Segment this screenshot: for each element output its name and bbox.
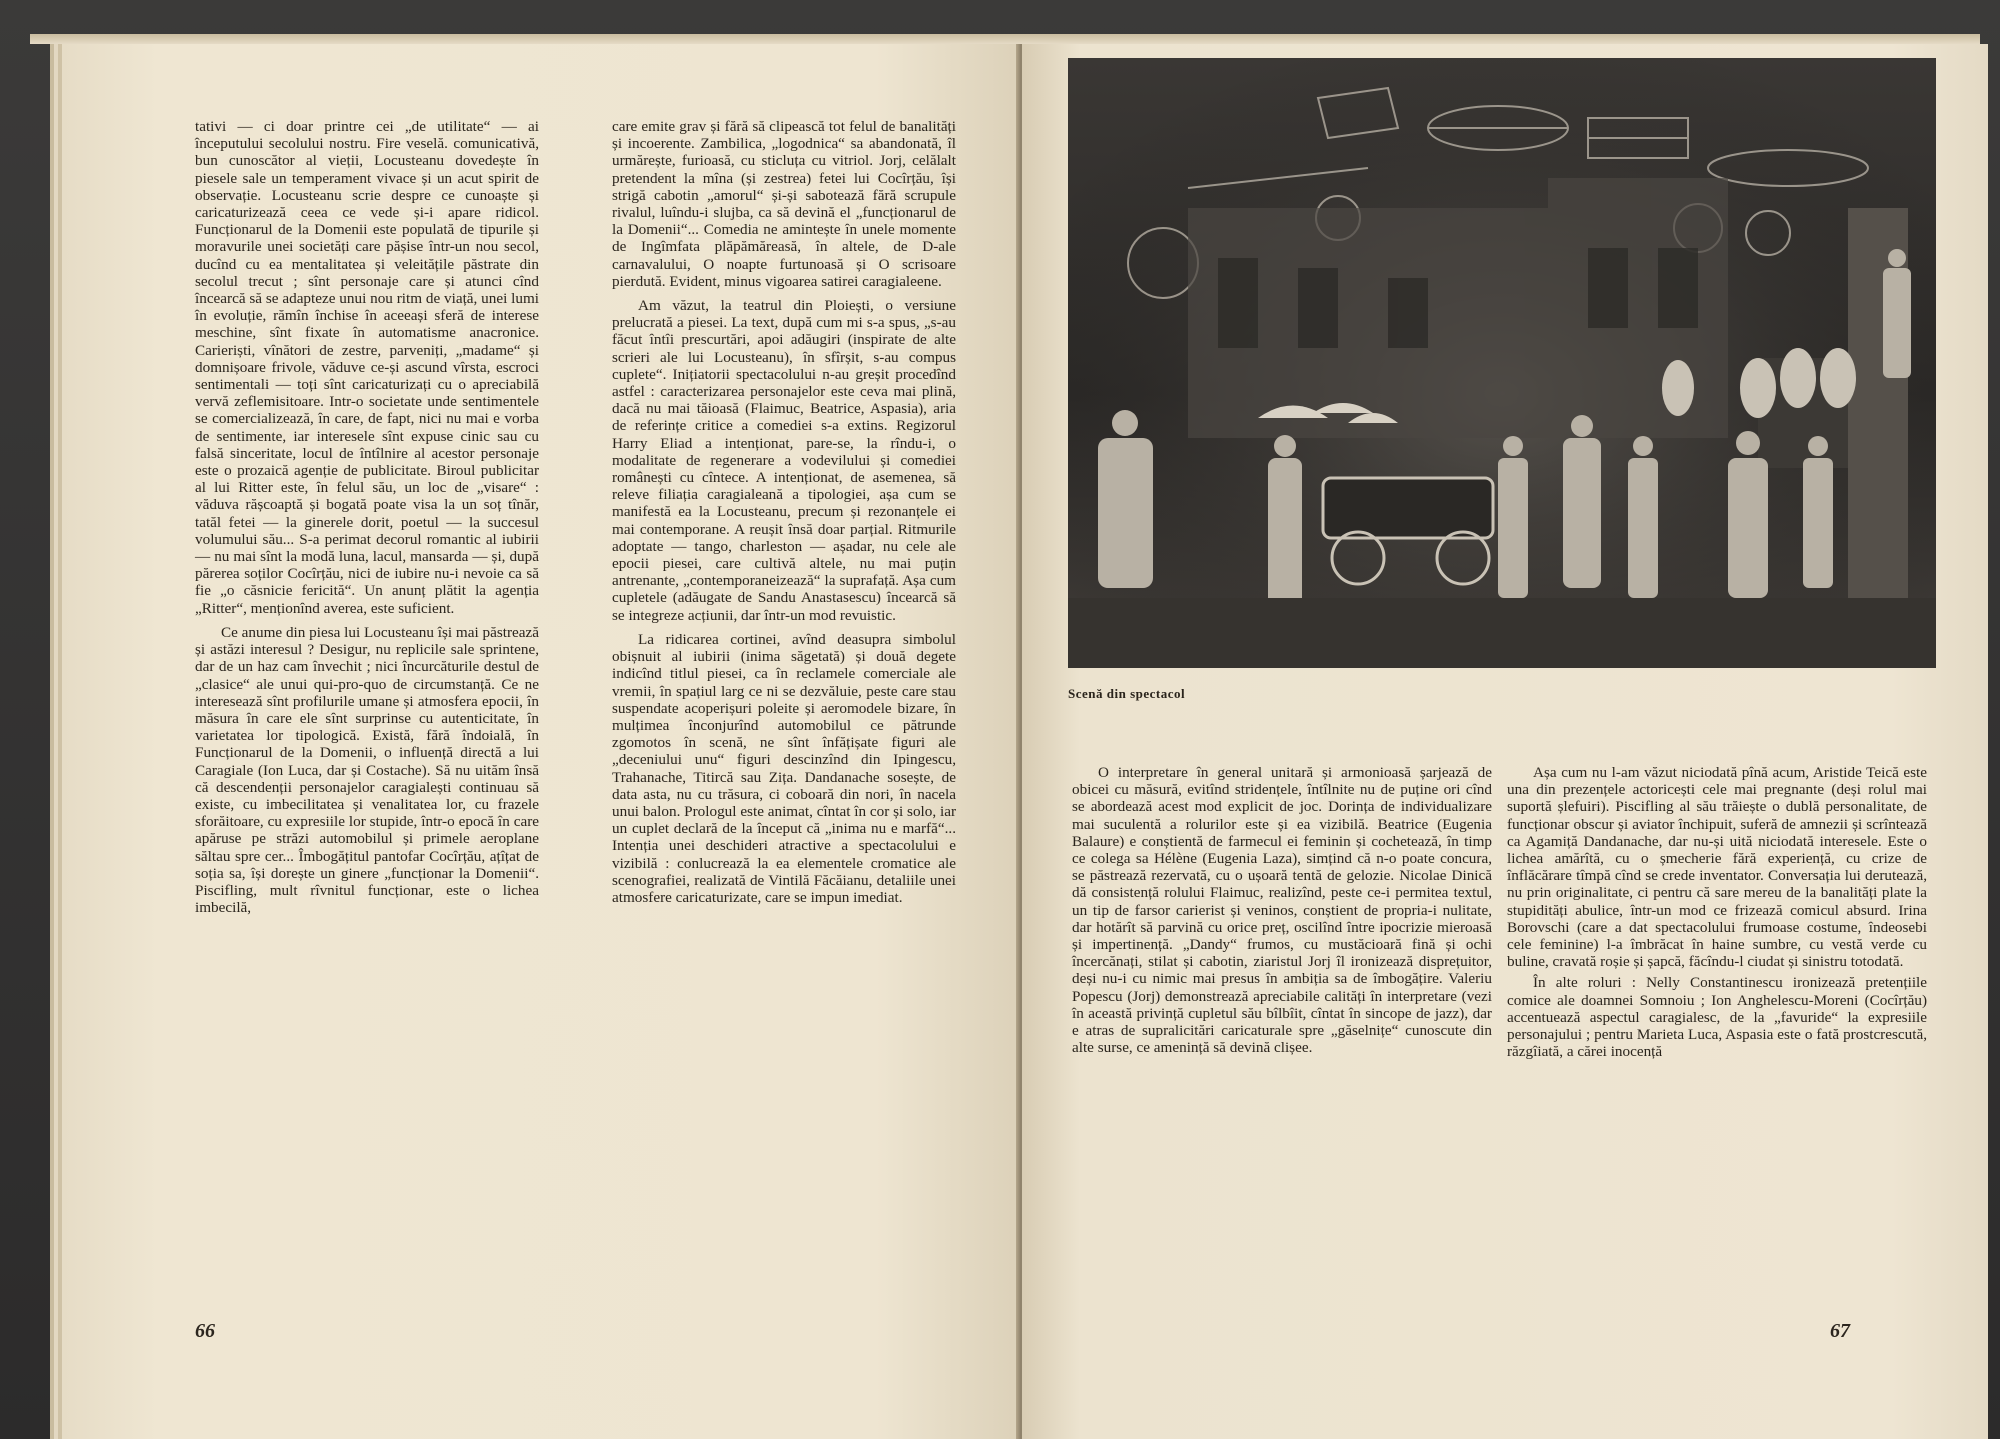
right-page-column-2 (1507, 764, 1927, 1060)
paragraph: care emite grav și fără să clipească tot felul de banalități și incoerente. Zambilica, „logodnica“ sa abandonată, îl urmărește, furioasă, cu sticluța cu vitriol. Jorj, celălalt pretendent la mîna (și zestrea) fetei lui Cocîrțău, își strigă cabotin „amorul“ și-și sabotează fără scrupule rivalul, luîndu-i slujba, ca să devină el „funcționarul de la Domenii“... Comedia ne amintește în unele momente de Ingîmfata plăpămăreasă, în altele, de D-ale carnavalului, O noapte furtunoasă și O scrisoare pierdută. Evident, minus vigoarea satirei caragialeene. (612, 118, 956, 290)
stage-photo (1068, 58, 1936, 668)
page-number: 66 (195, 1320, 215, 1342)
paragraph: Așa cum nu l-am văzut niciodată pînă acum, Aristide Teică este una din prezențele actoricești cele mai pregnante (deși rolul mai suportă șlefuiri). Piscifling al său trăiește o dublă personalitate, de funcționar obscur și aviator închipuit, suferă de amnezii și scrîntează ca Agamiță Dandanache, dar nu-și uită niciodată interesele. Este o lichea amărîtă, cu o șmecherie fără experiență, cu crize de înflăcărare tîmpă cînd se crede inventator. Conversația lui derutează, nu prin originalitate, ci pentru că sare mereu de la banalități plate la stupidități abulice, într-un mod ce frizează comicul absurd. Irina Borovschi (care a dat spectacolului frumoase costume, îndeosebi cele feminine) l-a îmbrăcat în haine sumbre, cu vestă verde cu buline, cravată roșie și șapcă, făcîndu-l ciudat și sinistru totodată. (1507, 764, 1927, 971)
right-page-column-1 (1072, 764, 1492, 1056)
photo-caption: Scenă din spectacol (1068, 686, 1186, 701)
paragraph: tativi — ci doar printre cei „de utilitate“ — ai începutului secolului nostru. Fire veselă. comunicativă, bun cunoscător al vieții, Locusteanu dovedește în piesele sale un temperament vivace și un acut spirit de observație. Locusteanu scrie despre ce cunoaște și caricaturizează ceea ce vede și-i apare ridicol. Funcționarul de la Domenii este populată de tipurile și moravurile unei societăți care pășise într-un nou secol, ducînd cu ea mentalitatea și veleitățile păstrate din secolul trecut ; sînt personaje care și atunci cînd încearcă să se adapteze unui nou ritm de viață, unei lumi în evoluție, rămîn închise în aceeași sferă de interese meschine, sînt fixate în automatisme anacronice. Carieriști, vînători de zestre, parveniți, „madame“ și domnișoare frivole, văduve ce-și ascund vîrsta, escroci sentimentali — toți sînt caricaturizați cu o apreciabilă vervă zeflemisitoare. Intr-o societate unde sentimentele se comercializează, în care, de fapt, nici nu mai e vorba de sentimente, iar interesele sînt expuse cinic sau cu falsă sinceritate, locul de întîlnire al acestor personaje este o prozaică agenție de publicitate. Biroul publicitar al lui Ritter este, în felul său, un loc de „visare“ : văduva rășcoaptă și bogată poate visa la un soț tînăr, tatăl fetei — la ginerele dorit, poetul — la succesul volumului său... S-a perimat decorul romantic al iubirii — nu mai sînt la modă luna, lacul, mansarda — și, după părerea soților Cocîrțău, nici de iubire nu-i nevoie ca să fie „o căsnicie fericită“. Un anunț plătit la agenția „Ritter“, menționînd averea, este suficient. (195, 118, 539, 617)
paragraph: Ce anume din piesa lui Locusteanu își mai păstrează și astăzi interesul ? Desigur, nu replicile sale sprintene, dar de un haz cam învechit ; nici încurcăturile destul de „clasice“ ale unui qui-pro-quo de circumstanță. Ce ne interesează sînt profilurile umane și atmosfera epocii, în măsura în care ele sînt surprinse cu autenticitate, în varietatea lor tipologică. Există, fără îndoială, în Funcționarul de la Domenii, o influență directă a lui Caragiale (Ion Luca, dar și Costache). Să nu uităm însă că descendenții personajelor caragialești continuau să existe, cu imbecilitatea și venalitatea lor, cu frazele sforăitoare, cu expresiile lor stupide, într-o epocă în care apăruse pe străzi automobilul și primele aeroplane săltau spre cer... Îmbogățitul pantofar Cocîrțău, ațîțat de soția sa, își dorește un ginere „funcționar la Domenii“. Piscifling, mult rîvnitul funcționar, este o lichea imbecilă, (195, 623, 539, 917)
top-page-edges (30, 34, 1980, 44)
paragraph: Am văzut, la teatrul din Ploiești, o versiune prelucrată a piesei. La text, după cum mi s-a spus, „s-au făcut întîi prescurtări, apoi adăugiri (inspirate de alte scrieri ale lui Locusteanu), în sfîrșit, s-au compus cuplete“. Inițiatorii spectacolului n-au greșit procedînd astfel : caracterizarea personajelor este ceva mai plină, dacă nu mai tăioasă (Flaimuc, Beatrice, Aspasia), aria de referințe critice a comediei s-a extins. Regizorul Harry Eliad a intenționat, pare-se, la rîndu-i, o modalitate de regenerare a vodevilului și comediei românești cu cîntece. A intenționat, de asemenea, să releve filiația caragialeană a tipologiei, așa cum se manifestă ea la Locusteanu, precum și rezonanțele ei mai contemporane. A reușit însă doar parțial. Ritmurile adoptate — tango, charleston — așadar, nu cele ale epocii piesei, care cultivă altele, nu mai puțin antrenante, „contemporaneizează“ la suprafață. Așa cum cupletele (adăugate de Sandu Anastasescu) încearcă să se integreze acțiunii, dar într-un mod revuistic. (612, 297, 956, 624)
page-number: 67 (1830, 1320, 1850, 1342)
paragraph: În alte roluri : Nelly Constantinescu ironizează pretențiile comice ale doamnei Somnoiu ; Ion Anghelescu-Moreni (Cocîrțău) accentuează aspectul caragialesc, de la „favuride“ la expresiile personajului ; pentru Marieta Luca, Aspasia este o fată prostcrescută, răzgîiată, a cărei inocență (1507, 974, 1927, 1061)
left-page (62, 44, 1020, 1439)
left-page-column-2 (612, 118, 956, 906)
paragraph: La ridicarea cortinei, avînd deasupra simbolul obișnuit al iubirii (inima săgetată) și două degete indicînd titlul piesei, ca în reclamele comerciale ale vremii, în spațiul larg ce ni se dezvăluie, peste care stau suspendate acoperișuri poleite și aeromodele bizare, în mulțimea înconjurînd automobilul ce pătrunde zgomotos în scenă, ne sînt înfățișate figuri ale „deceniului unu“ figuri descinzînd din Ipingescu, Trahanache, Titircă sau Zița. Dandanache sosește, de data asta, nu cu trăsura, ci coboară din nori, în nacela unui balon. Prologul este animat, cîntat în cor și solo, iar un cuplet declară de la început că „inima nu e marfă“... Intenția unei deschideri atractive a spectacolului e vizibilă : conlucrează la ea elementele cromatice ale scenografiei, realizată de Vintilă Făcăianu, detaliile unei atmosfere caricaturizate, care se impun imediat. (612, 630, 956, 906)
left-page-column-1 (195, 118, 539, 916)
stage-scene-illustration (1068, 58, 1936, 668)
paragraph: O interpretare în general unitară și armonioasă șarjează de obicei cu măsură, evitînd stridențele, întîlnite nu de puține ori cînd se abordează acest mod explicit de joc. Dorința de individualizare mai suculentă a rolurilor este și ea vizibilă. Beatrice (Eugenia Balaure) e conștientă de farmecul ei feminin și cochetează, în timp ce colega sa Hélène (Eugenia Laza), simțind că n-o poate concura, se păstrează rezervată, cu o ușoară tentă de gelozie. Nicolae Dinică dă consistență rolului Flaimuc, realizînd, peste ce-i permitea textul, un tip de farsor carierist și veninos, conștient de propria-i nulitate, dar hotărît să parvină cu orice preț, oscilînd între ipocrizie mieroasă și impertinență. „Dandy“ frumos, cu mustăcioară fină și ochi încercănați, stilat și cabotin, ziaristul Jorj îl ironizează disprețuitor, deși nu-i cu nimic mai presus în ambiția sa de îmbogățire. Valeriu Popescu (Jorj) demonstrează apreciabile calități în interpretare (vezi în această privință cupletul său bîlbîit, cîntat în sincope de jazz), dar e atras de supralicitări caricaturale spre „găselnițe“ cunoscute din alte surse, ce amenință să devină clișee. (1072, 764, 1492, 1057)
